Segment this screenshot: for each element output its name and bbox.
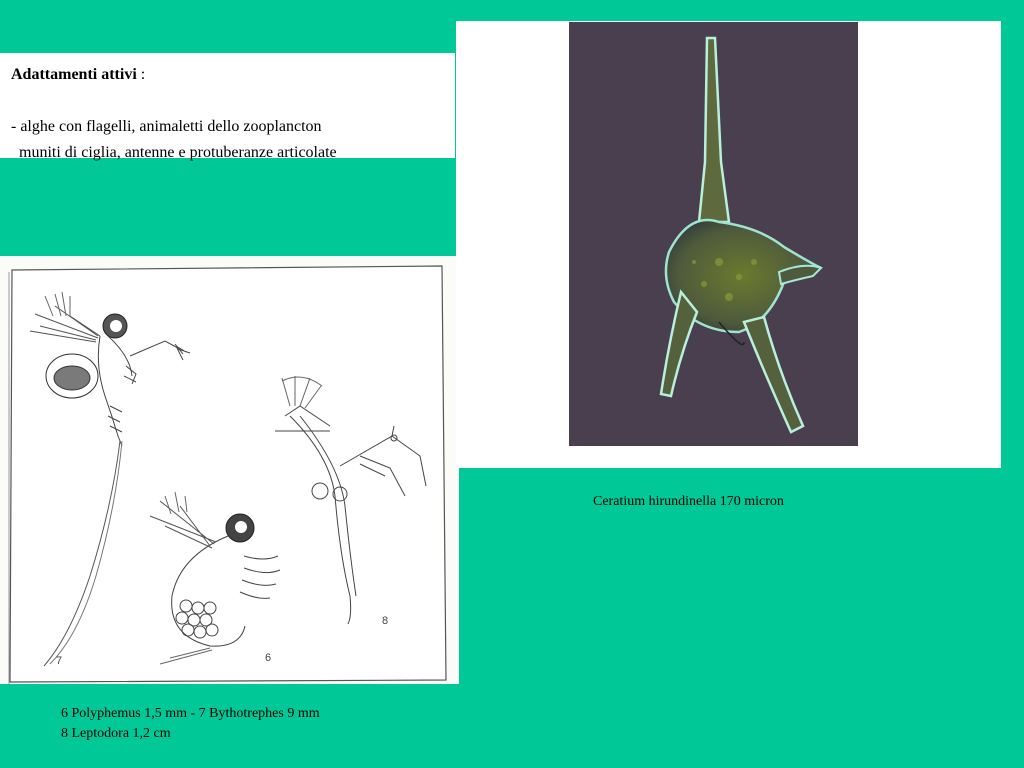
text-block bbox=[0, 53, 455, 161]
label-8: 8 bbox=[382, 615, 389, 627]
illustration-caption bbox=[61, 704, 320, 744]
micrograph-frame bbox=[456, 21, 1001, 468]
spacer bbox=[11, 88, 445, 114]
heading-title: Adattamenti attivi bbox=[11, 66, 137, 83]
heading-suffix: : bbox=[136, 66, 146, 83]
zooplankton-illustration bbox=[0, 256, 459, 684]
heading-line bbox=[11, 62, 445, 88]
ceratium-micrograph bbox=[569, 22, 858, 446]
ceratium-photo bbox=[569, 22, 858, 446]
body-line-2: muniti di ciglia, antenne e protuberanze articolate bbox=[11, 144, 337, 161]
micrograph-caption: Ceratium hirundinella 170 micron bbox=[593, 494, 784, 509]
frame-right-margin bbox=[860, 21, 1001, 468]
label-7: 7 bbox=[56, 655, 63, 667]
zooplankton-drawing bbox=[0, 256, 459, 684]
body-line-1: - alghe con flagelli, animaletti dello zooplancton bbox=[11, 118, 322, 135]
illustration-caption-line-1: 6 Polyphemus 1,5 mm - 7 Bythotrephes 9 mm bbox=[61, 706, 320, 721]
label-6: 6 bbox=[265, 652, 272, 664]
illustration-caption-line-2: 8 Leptodora 1,2 cm bbox=[61, 726, 171, 741]
